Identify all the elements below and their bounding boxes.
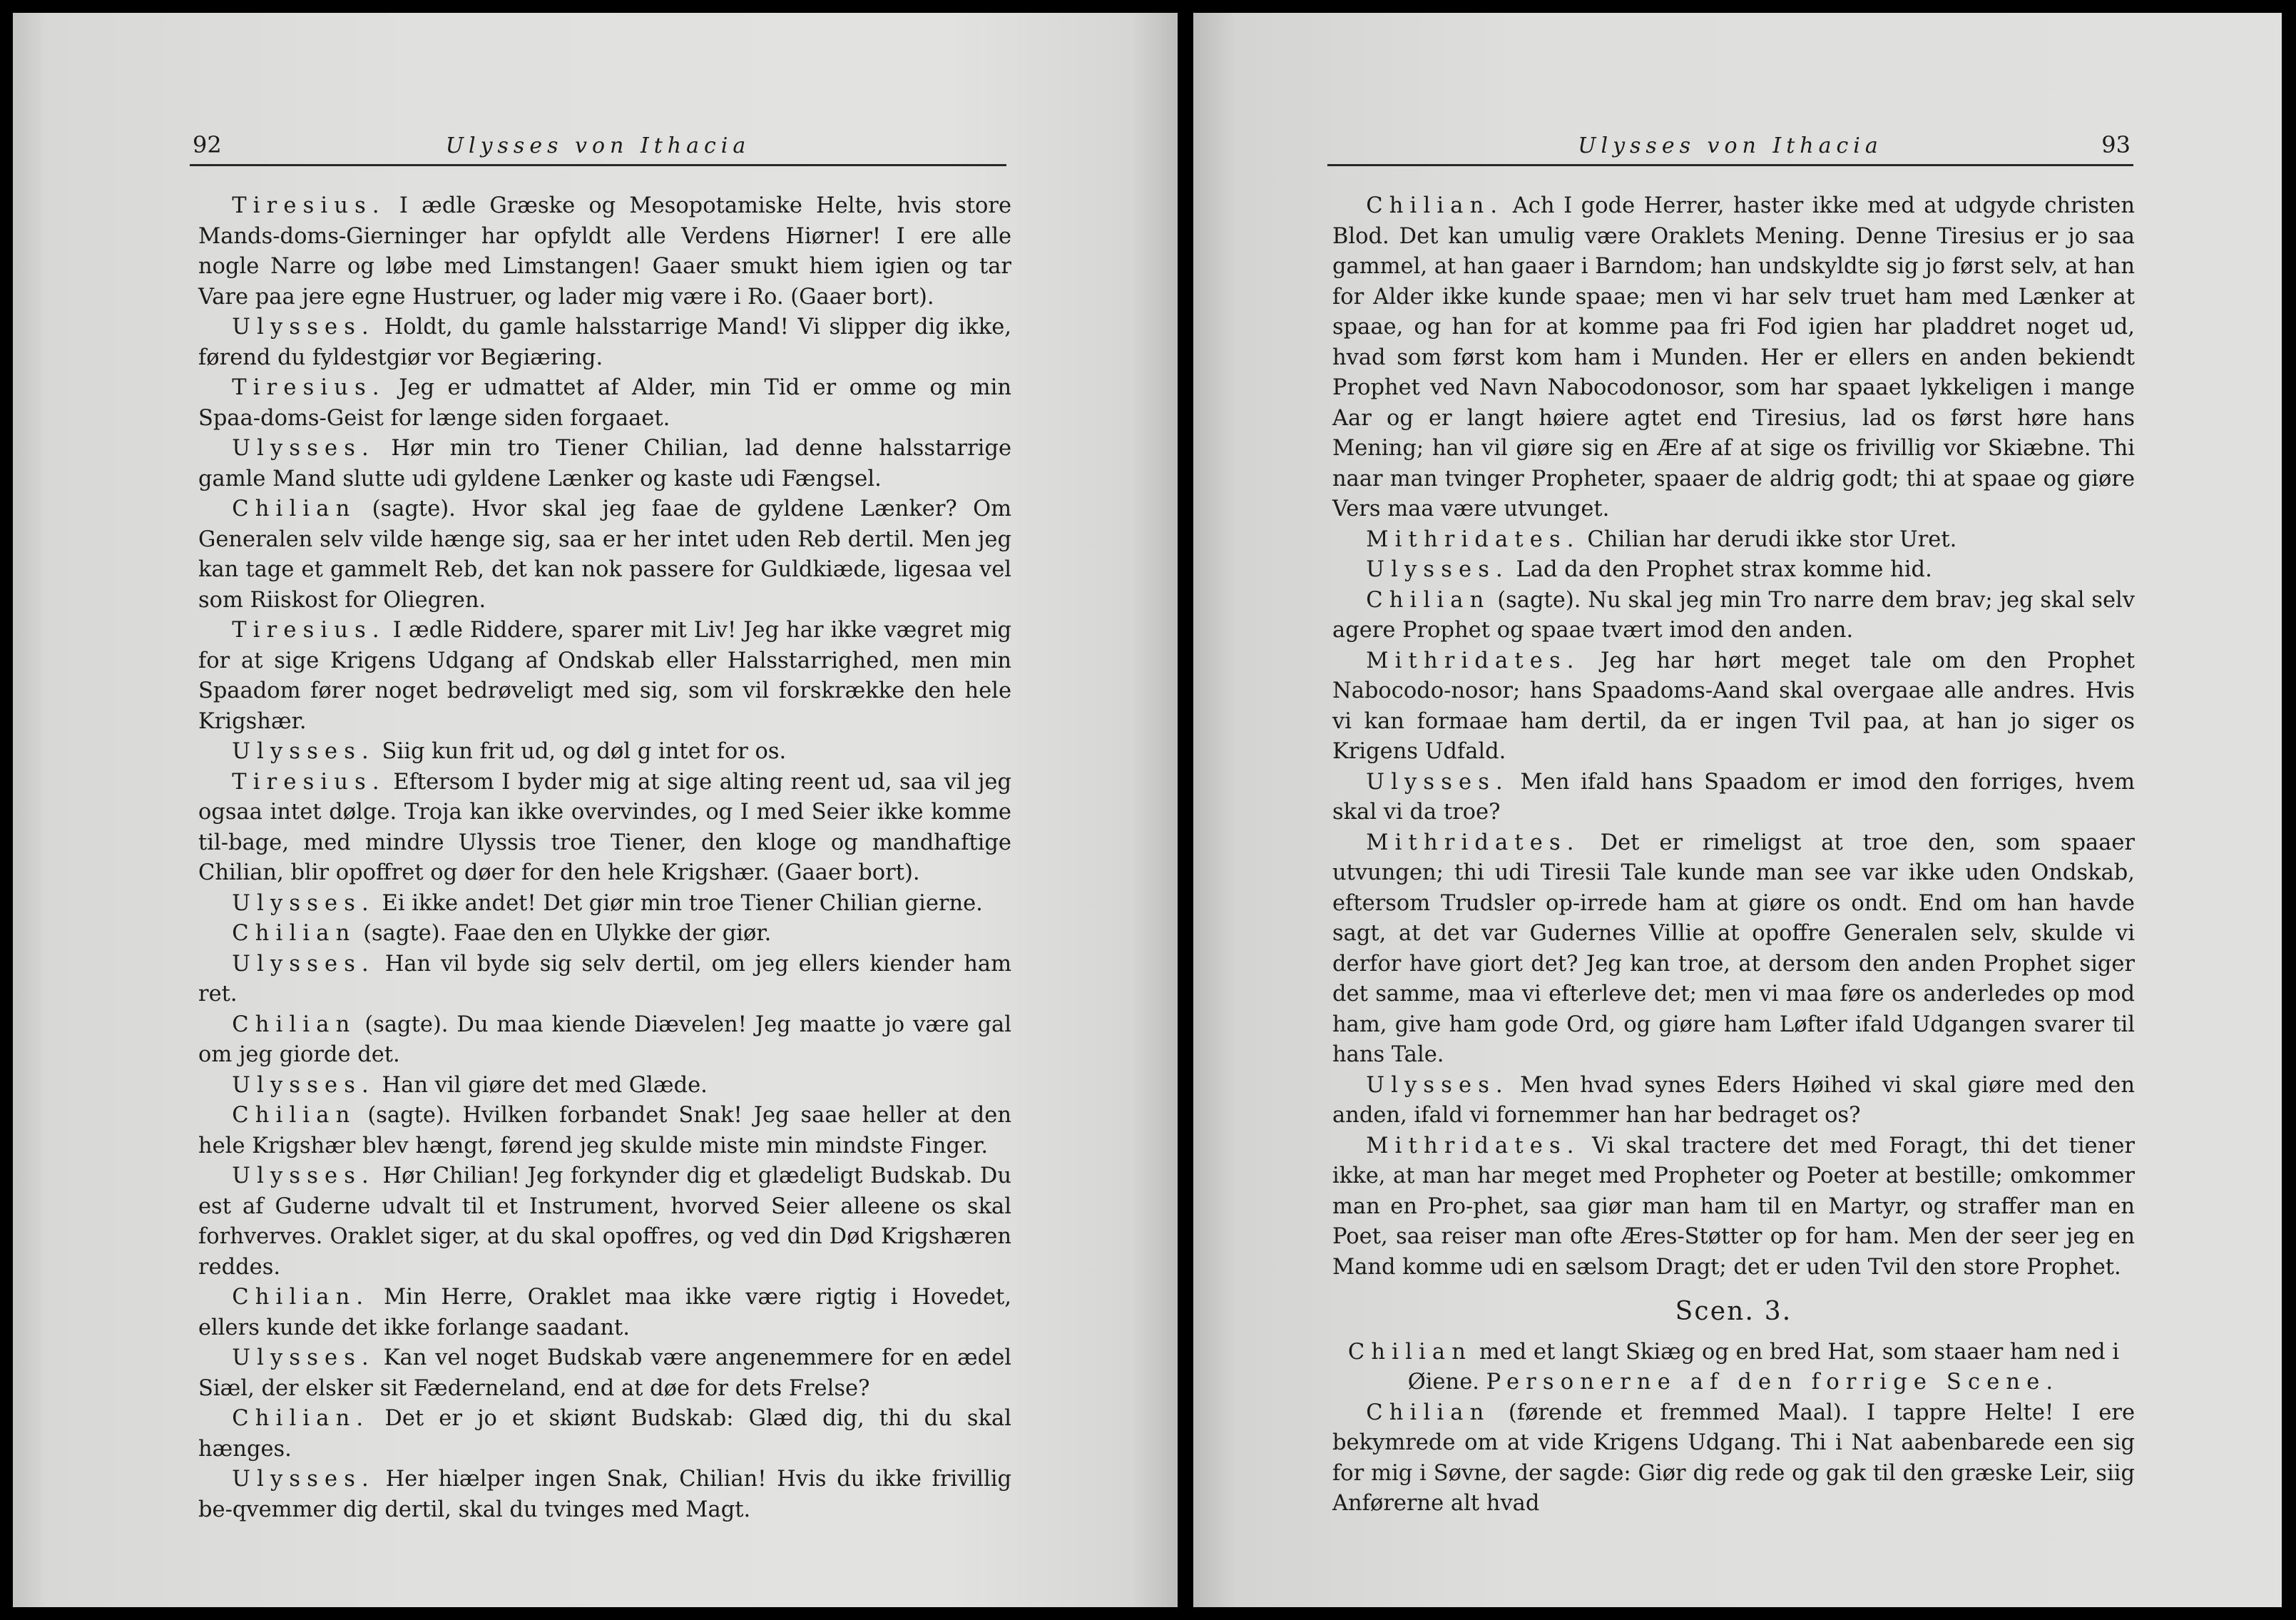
speaker-name: Ulysses. [232,1072,375,1098]
line-text: Chilian har derudi ikke stor Uret. [1580,526,1957,552]
dialogue-line [1332,1071,2135,1131]
speaker-name: Tiresius. [232,769,386,795]
line-text: Hør min tro Tiener Chilian, lad denne halsstarrige gamle Mand slutte udi gyldene Lænker og kaste udi Fængsel. [198,436,1011,491]
speaker-name: Mithridates. [1366,648,1581,673]
line-text: (sagte). Hvilken forbandet Snak! Jeg saae heller at den hele Krigshær blev hængt, førend jeg skulde miste min mindste Finger. [198,1103,1011,1158]
dialogue-line [198,1283,1011,1343]
line-text: Han vil byde sig selv dertil, om jeg ellers kiender ham ret. [198,951,1011,1007]
speaker-name: Ulysses. [232,315,375,340]
dialogue-line [198,1404,1011,1464]
line-text: (sagte). Nu skal jeg min Tro narre dem brav; jeg skal selv agere Prophet og spaae tvært imod den anden. [1332,587,2135,643]
dialogue-line [198,1101,1011,1161]
left-page [13,13,1178,1607]
speaker-name: Tiresius. [232,375,386,400]
left-running-title: Ulysses von Ithacia [445,133,751,158]
line-text: Men hvad synes Eders Høihed vi skal giøre med den anden, ifald vi fornemmer han har bedraget os? [1332,1072,2135,1128]
dialogue-line [198,768,1011,889]
right-body-text [1332,191,2135,1519]
line-text: I ædle Græske og Mesopotamiske Helte, hvis store Mands-doms-Gierninger har opfyldt alle Verdens Hiørner! I ere alle nogle Narre og løbe med Limstangen! Gaaer smukt hiem igien og tar Vare paa jere egne Hustruer, og lader mig være i Ro. (Gaaer bort). [198,193,1011,310]
line-text: (sagte). Hvor skal jeg faae de gyldene Lænker? Om Generalen selv vilde hænge sig, saa er her intet uden Reb dertil. Men jeg kan tage et gammelt Reb, det kan nok passere for Guldkiæde, ligesaa vel som Riiskost for Oliegren. [198,496,1011,613]
speaker-name: Ulysses. [232,739,375,764]
speaker-name: Ulysses. [232,1345,375,1370]
speaker-name: Chilian. [232,1285,370,1310]
dialogue-line [198,1071,1011,1101]
line-text: Her hiælper ingen Snak, Chilian! Hvis du ikke frivillig be-qvemmer dig dertil, skal du tvinges med Magt. [198,1467,1011,1522]
right-running-header [1327,120,2133,166]
dialogue-line [1332,828,2135,1071]
dialogue-line [198,434,1011,494]
line-text: Holdt, du gamle halsstarrige Mand! Vi slipper dig ikke, førend du fyldestgiør vor Begiæring. [198,315,1011,370]
line-text: (sagte). Du maa kiende Diævelen! Jeg maatte jo være gal om jeg giorde det. [198,1012,1011,1067]
dialogue-line [198,1464,1011,1525]
speaker-name: Chilian. [1366,193,1504,218]
speaker-name: Chilian [232,921,357,946]
speaker-name: Chilian [232,1012,357,1037]
line-text: Det er jo et skiønt Budskab: Glæd dig, thi du skal hænges. [198,1406,1011,1462]
speaker-name: Ulysses. [232,1163,375,1188]
line-text: Eftersom I byder mig at sige alting reent ud, saa vil jeg ogsaa intet dølge. Troja kan ikke overvindes, og I med Seier ikke komme til-bage, med mindre Ulyssis troe Tiener, den kloge og mandhaftige Chilian, blir opoffret og døer for den hele Krigshær. (Gaaer bort). [198,769,1011,885]
dialogue-line [1332,555,2135,586]
dialogue-line [198,1161,1011,1283]
line-text: Jeg har hørt meget tale om den Prophet Nabocodo-nosor; hans Spaadoms-Aand skal overgaae alle andres. Hvis vi kan formaae ham dertil, da er ingen Tvil paa, at han jo siger os Krigens Udfald. [1332,648,2135,764]
speaker-name: Chilian [232,1103,357,1128]
speaker-name: Tiresius. [232,618,386,643]
scene-title: Scen. 3. [1675,1297,1792,1326]
speaker-name: Chilian. [232,1406,370,1431]
line-text: Han vil giøre det med Glæde. [374,1072,708,1098]
speaker-name: Mithridates. [1366,830,1581,855]
dialogue-line [198,949,1011,1010]
dialogue-line [1332,586,2135,646]
stage-direction-rest: med et langt Skiæg og en bred Hat, som staaer ham ned i Øiene. [1407,1339,2120,1395]
left-body-text [198,191,1011,1525]
speaker-name: Ulysses. [1366,769,1509,795]
speaker-name: Mithridates. [1366,526,1581,552]
dialogue-line [1332,191,2135,525]
dialogue-line [198,919,1011,949]
line-text: I ædle Riddere, sparer mit Liv! Jeg har ikke vægret mig for at sige Krigens Udgang af Ondskab eller Halsstarrighed, men min Spaadom fører noget bedrøveligt med sig, som vil forskrække den hele Krigshær. [198,618,1011,734]
dialogue-line [198,1010,1011,1071]
line-text: (sagte). Faae den en Ulykke der giør. [356,921,772,946]
dialogue-line [198,312,1011,373]
speaker-name: Ulysses. [232,1467,375,1492]
speaker-name: Ulysses. [232,951,375,977]
dialogue-line [198,889,1011,919]
right-running-title: Ulysses von Ithacia [1578,133,1883,158]
line-text: Kan vel noget Budskab være angenemmere for en ædel Siæl, der elsker sit Fæderneland, end at døe for dets Frelse? [198,1345,1011,1401]
dialogue-line [198,373,1011,434]
line-text: (førende et fremmed Maal). I tappre Helte! I ere bekymrede om at vide Krigens Udgang. Thi i Nat aabenbarede een sig for mig i Søvne, der sagde: Giør dig rede og gak til den græske Leir, siig Anførerne alt hvad [1332,1400,2135,1516]
speaker-name: Ulysses. [232,436,375,461]
line-text: Hør Chilian! Jeg forkynder dig et glædeligt Budskab. Du est af Guderne udvalt til et Instrument, hvorved Seier alleene os skal forhverves. Oraklet siger, at du skal opoffres, og ved din Død Krigshæren reddes. [198,1163,1011,1280]
speaker-name: Tiresius. [232,193,386,218]
line-text: Min Herre, Oraklet maa ikke være rigtig i Hovedet, ellers kunde det ikke forlange saadant. [198,1285,1011,1340]
dialogue-line [1332,525,2135,556]
stage-direction [1332,1338,2135,1398]
dialogue-line [198,494,1011,616]
line-text: Vi skal tractere det med Foragt, thi det tiener ikke, at man har meget med Propheter og Poeter at bestille; omkommer man en Pro-phet, saa giør man ham til en Martyr, og straffer man en Poet, saa reiser man ofte Æres-Støtter op for ham. Men der seer jeg en Mand komme udi en sælsom Dragt; det er uden Tvil den store Prophet. [1332,1133,2135,1280]
left-page-number: 92 [193,131,222,158]
stage-direction-tail: Personerne af den forrige Scene. [1486,1370,2060,1395]
line-text: Ei ikke andet! Det giør min troe Tiener Chilian gierne. [374,890,983,916]
right-dialogue [1332,191,2135,1283]
speaker-name: Chilian [232,496,357,521]
dialogue-line [1332,768,2135,828]
speaker-name: Ulysses. [1366,557,1509,582]
dialogue-line [198,616,1011,737]
dialogue-line [1332,1131,2135,1283]
line-text: Jeg er udmattet af Alder, min Tid er omme og min Spaa-doms-Geist for længe siden forgaaet. [198,375,1011,431]
dialogue-line [1332,646,2135,768]
line-text: Men ifald hans Spaadom er imod den forriges, hvem skal vi da troe? [1332,769,2135,825]
stage-direction-lead: Chilian [1347,1339,1473,1365]
dialogue-line [1332,1398,2135,1519]
dialogue-line [198,191,1011,312]
left-running-header [190,120,1006,166]
line-text: Ach I gode Herrer, haster ikke med at udgyde christen Blod. Det kan umulig være Oraklets Mening. Denne Tiresius er jo saa gammel, at han gaaer i Barndom; han undskyldte sig jo først selv, at han for Alder ikke kunde spaae; men vi har selv truet ham med Lænker at spaae, og han for at komme paa fri Fod igien har pladdret noget ud, hvad som først kom ham i Munden. Her er ellers en anden bekiendt Prophet ved Navn Nabocodonosor, som har spaaet lykkeligen i mange Aar og er langt høiere agtet end Tiresius, lad os først høre hans Mening; han vil giøre sig en Ære af at sige os frivillig vor Skiæbne. Thi naar man tvinger Propheter, spaaer de aldrig godt; thi at spaae og giøre Vers maa være utvunget. [1332,193,2135,521]
speaker-name: Chilian [1366,1400,1491,1425]
right-page-number: 93 [2101,131,2131,158]
speaker-name: Chilian [1366,587,1491,613]
line-text: Siig kun frit ud, og døl g intet for os. [374,739,787,764]
dialogue-line [198,737,1011,768]
line-text: Lad da den Prophet strax komme hid. [1509,557,1932,582]
speaker-name: Mithridates. [1366,1133,1581,1158]
speaker-name: Ulysses. [232,890,375,916]
line-text: Det er rimeligst at troe den, som spaaer utvungen; thi udi Tiresii Tale kunde man see var ikke uden Ondskab, eftersom Trudsler op-irrede ham at giøre os ondt. End om han havde sagt, at det var Gudernes Villie at opoffre Generalen selv, skulde vi derfor have giort det? Jeg kan troe, at dersom den anden Prophet siger det samme, maa vi efterleve det; men vi maa føre os anderledes op mod ham, give ham gode Ord, og giøre ham Løfter ifald Udgangen svarer til hans Tale. [1332,830,2135,1067]
dialogue-line [198,1343,1011,1404]
right-page [1193,13,2282,1607]
speaker-name: Ulysses. [1366,1072,1509,1098]
